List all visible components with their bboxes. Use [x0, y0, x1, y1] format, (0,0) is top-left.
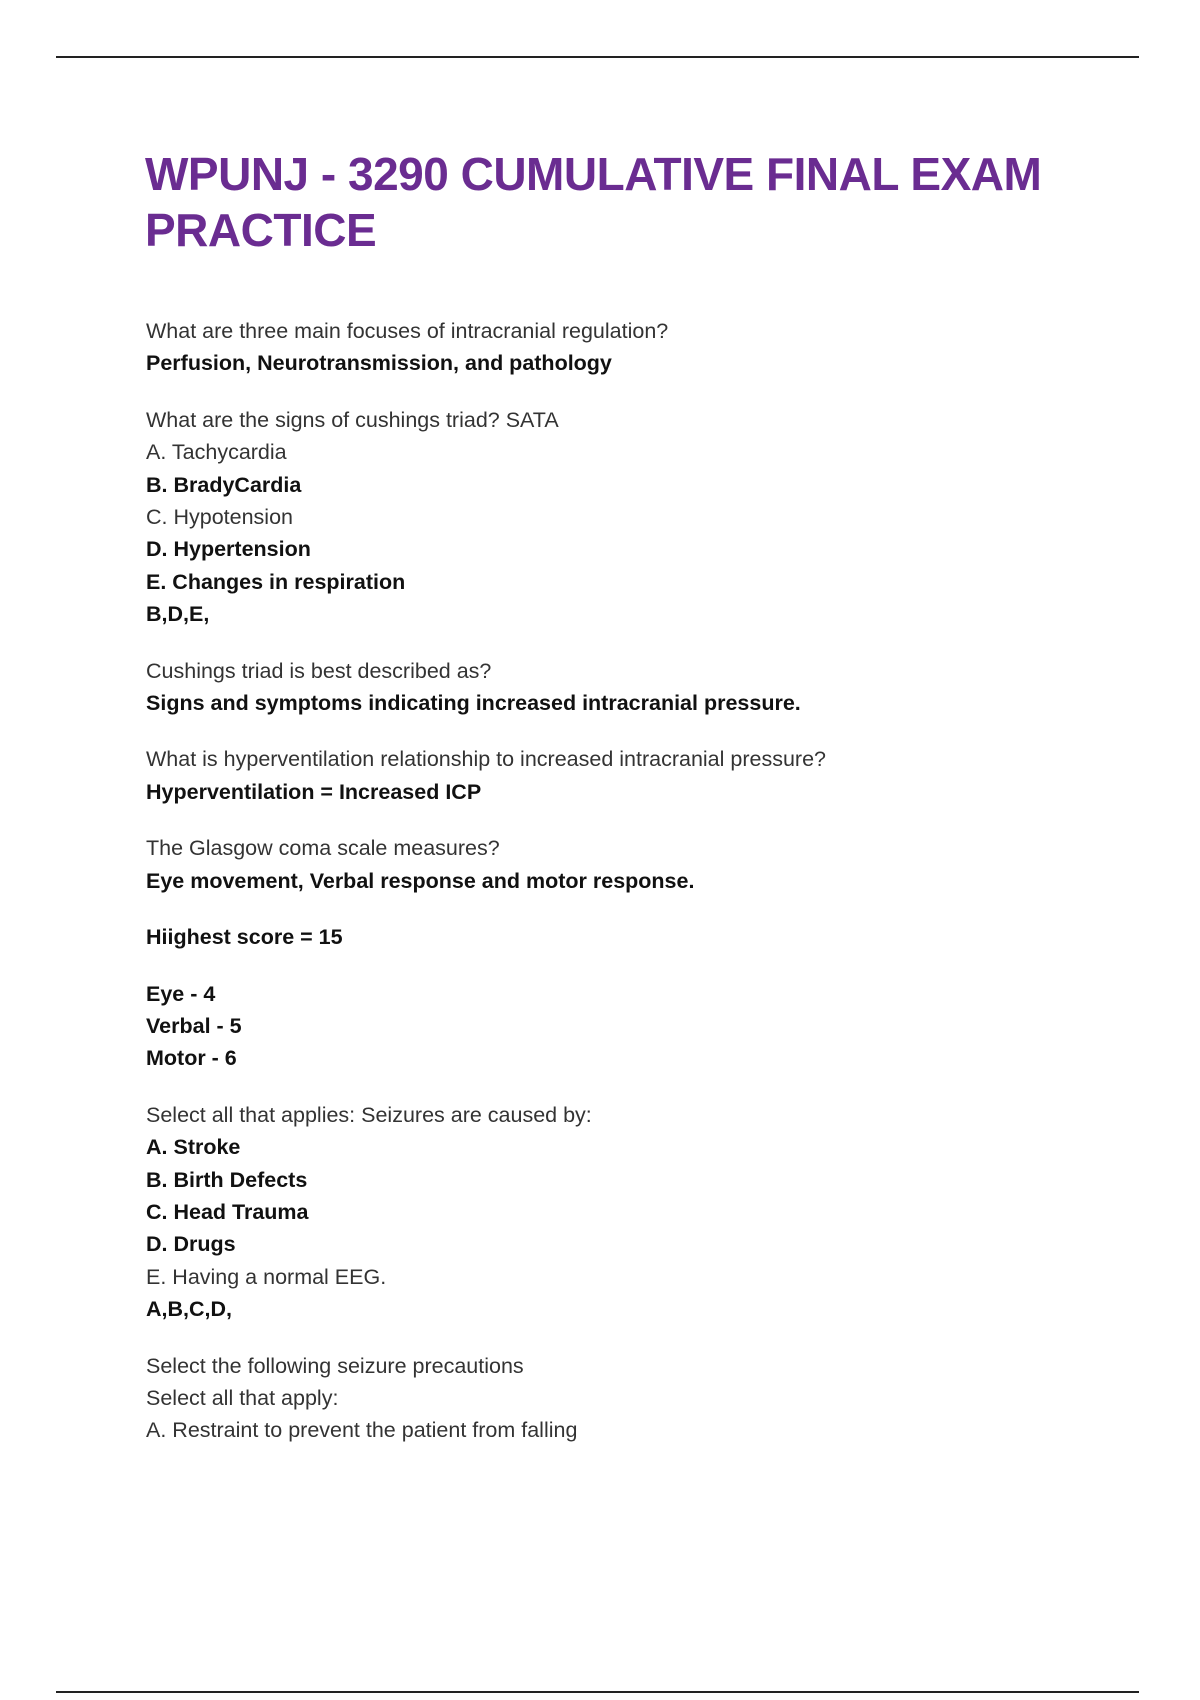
answer-line: D. Hypertension — [146, 537, 311, 562]
answer-line: Hyperventilation = Increased ICP — [146, 779, 482, 804]
answer-line: E. Changes in respiration — [146, 569, 406, 594]
qa-block — [146, 404, 1106, 631]
qa-block — [146, 743, 1106, 808]
qa-block — [146, 832, 1106, 897]
document-body — [146, 315, 1106, 1471]
document-title: WPUNJ - 3290 CUMULATIVE FINAL EXAM PRACTICE — [145, 148, 1042, 256]
qa-block — [146, 1099, 1106, 1326]
qa-block — [146, 978, 1106, 1075]
question-line: Select all that apply: — [146, 1385, 339, 1410]
question-line: C. Hypotension — [146, 505, 293, 530]
question-line: What are three main focuses of intracranial regulation? — [146, 319, 669, 343]
question-line: What are the signs of cushings triad? SATA — [146, 407, 559, 432]
answer-line: Eye - 4 — [146, 981, 216, 1006]
answer-line: A,B,C,D, — [146, 1297, 232, 1322]
qa-block — [146, 1350, 1106, 1447]
footer-divider — [56, 1691, 1139, 1693]
answer-line: B,D,E, — [146, 602, 210, 627]
answer-line: Perfusion, Neurotransmission, and pathology — [146, 351, 612, 376]
answer-line: B. Birth Defects — [146, 1167, 308, 1192]
question-line: A. Restraint to prevent the patient from falling — [146, 1418, 578, 1443]
question-line: Select the following seizure precautions — [146, 1353, 524, 1378]
answer-line: Signs and symptoms indicating increased intracranial pressure. — [146, 691, 801, 716]
answer-line: B. BradyCardia — [146, 472, 302, 497]
question-line: What is hyperventilation relationship to increased intracranial pressure? — [146, 747, 826, 772]
answer-line: C. Head Trauma — [146, 1199, 309, 1224]
question-line: The Glasgow coma scale measures? — [146, 836, 500, 861]
question-line: E. Having a normal EEG. — [146, 1264, 387, 1289]
header-divider — [56, 56, 1139, 58]
qa-block — [146, 655, 1106, 720]
answer-line: Motor - 6 — [146, 1046, 237, 1071]
qa-block — [146, 921, 1106, 953]
question-line: Cushings triad is best described as? — [146, 658, 492, 683]
question-line: Select all that applies: Seizures are caused by: — [146, 1102, 592, 1127]
answer-line: Eye movement, Verbal response and motor response. — [146, 868, 695, 893]
answer-line: Hiighest score = 15 — [146, 925, 343, 950]
qa-block — [146, 315, 1106, 380]
answer-line: Verbal - 5 — [146, 1013, 242, 1038]
answer-line: A. Stroke — [146, 1135, 241, 1160]
question-line: A. Tachycardia — [146, 440, 287, 465]
answer-line: D. Drugs — [146, 1232, 236, 1257]
